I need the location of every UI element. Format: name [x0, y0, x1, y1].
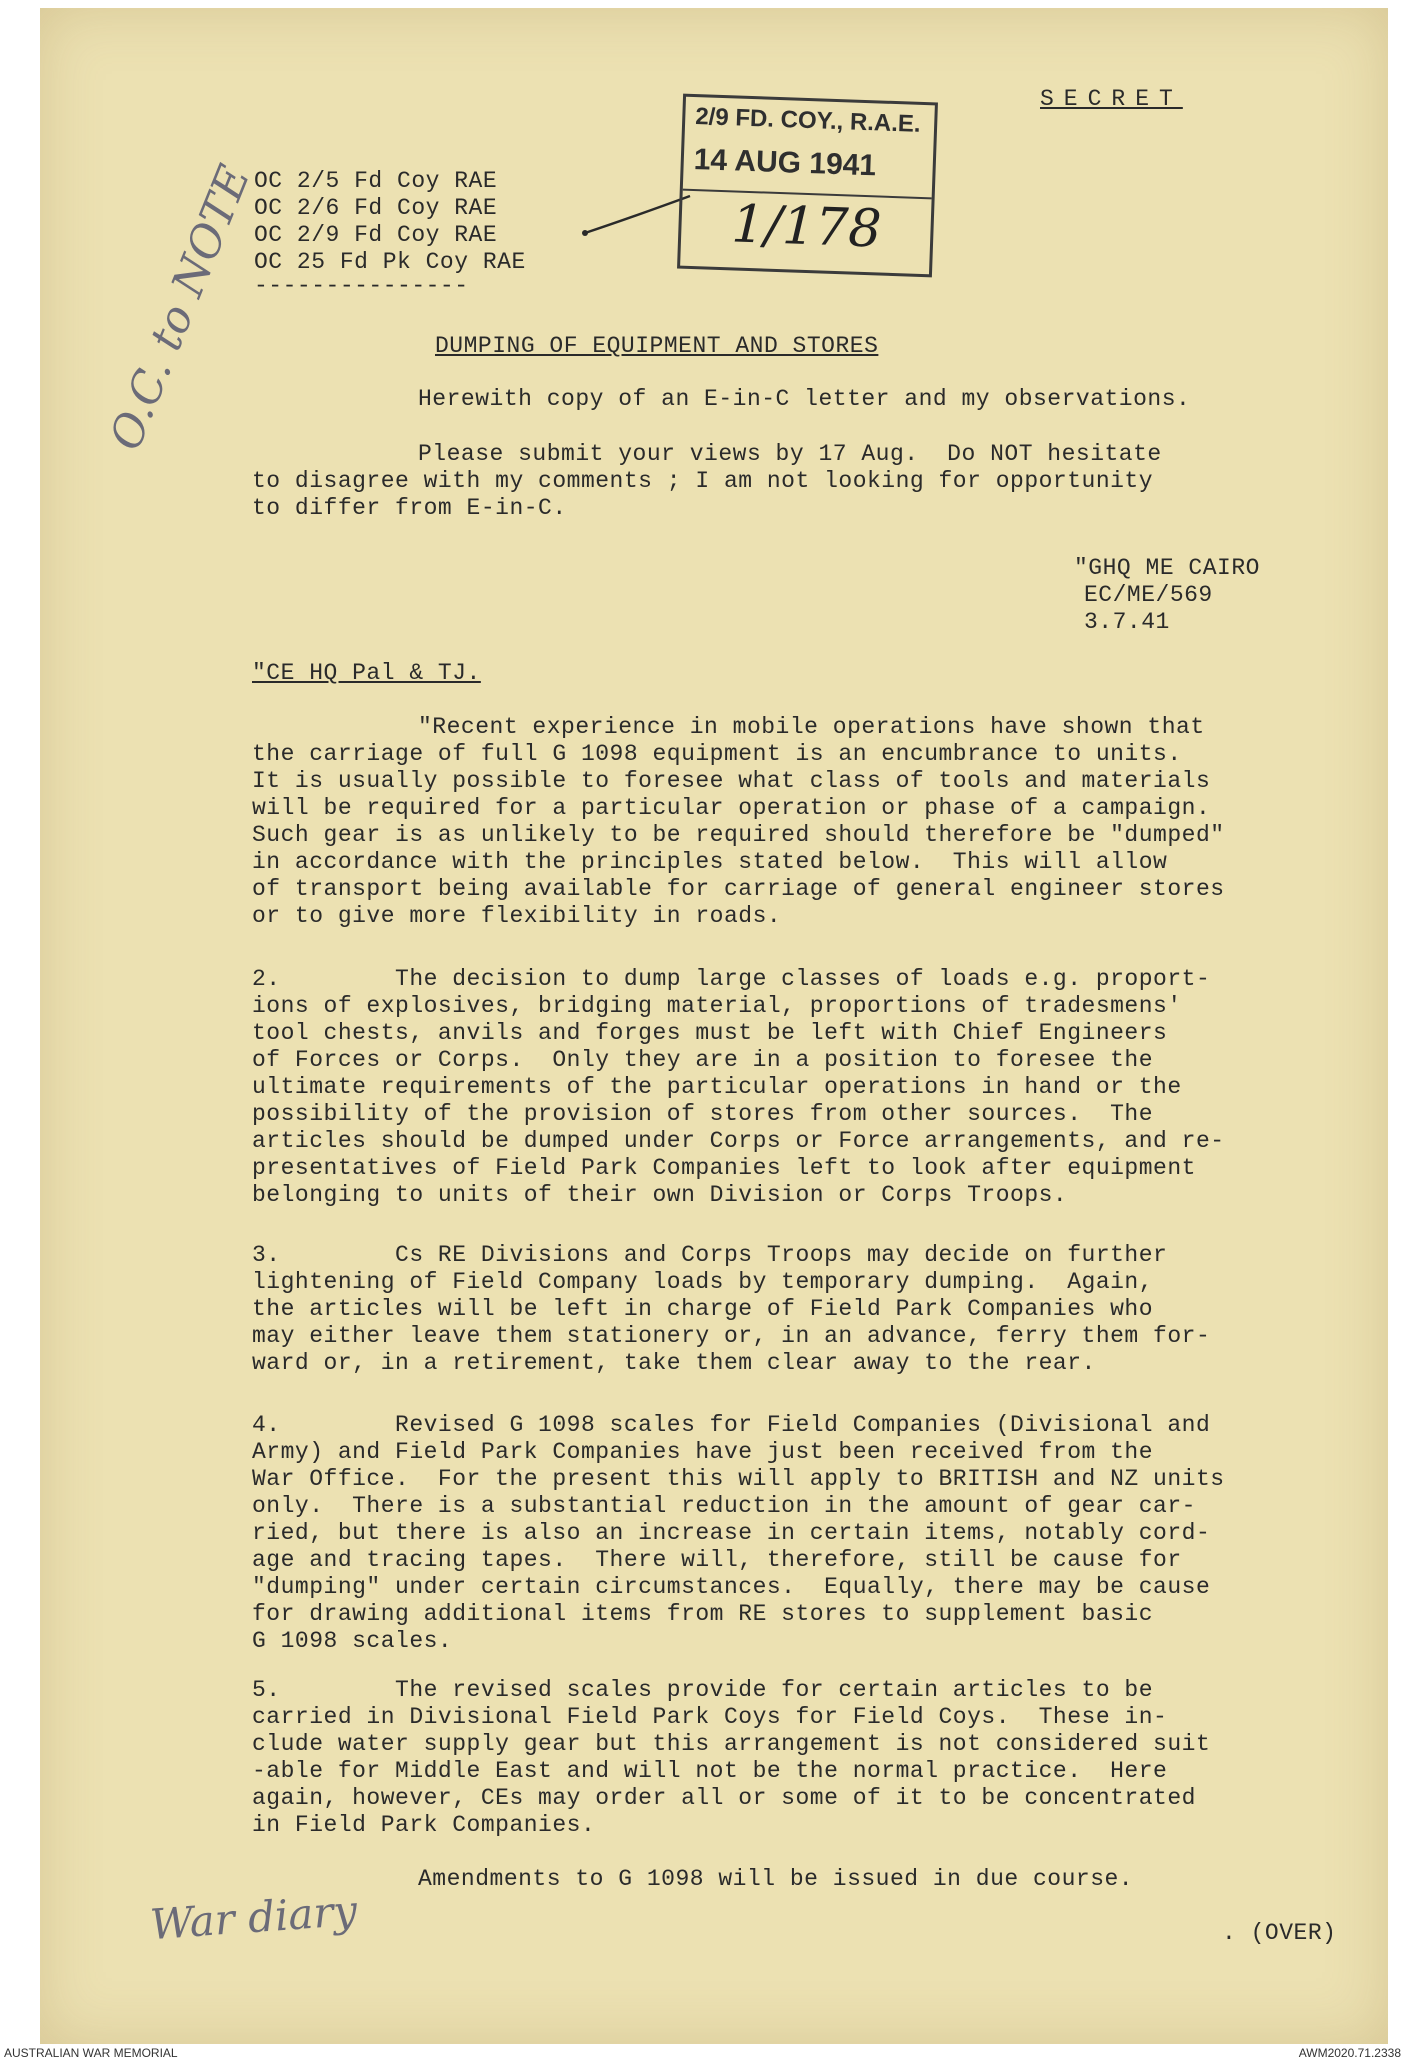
text-line: War Office. For the present this will apply to BRITISH and NZ units — [252, 1466, 1225, 1492]
text-line: to differ from E-in-C. — [252, 495, 567, 521]
reference-line: EC/ME/569 — [1084, 582, 1213, 608]
footer-archive-name: AUSTRALIAN WAR MEMORIAL — [4, 2046, 178, 2060]
stamp-date: 14 AUG 1941 — [693, 143, 877, 183]
handwritten-bottom-note: War diary — [148, 1885, 359, 1950]
classification-label: SECRET — [1040, 86, 1183, 112]
text-line: again, however, CEs may order all or some of it to be concentrated — [252, 1785, 1196, 1811]
addressee: OC 2/6 Fd Coy RAE — [254, 195, 498, 221]
text-line: may either leave them stationery or, in an advance, ferry them for- — [252, 1323, 1211, 1349]
text-line: ward or, in a retirement, take them clear away to the rear. — [252, 1350, 1096, 1376]
over-marker: . (OVER) — [1222, 1920, 1337, 1946]
text-line: the articles will be left in charge of Field Park Companies who — [252, 1296, 1154, 1322]
footer-archive-ref: AWM2020.71.2338 — [1298, 2046, 1401, 2060]
text-line: ried, but there is also an increase in certain items, notably cord- — [252, 1520, 1211, 1546]
separator-line: --------------- — [254, 273, 469, 299]
text-line: 3. Cs RE Divisions and Corps Troops may decide on further — [252, 1242, 1168, 1268]
text-line: ions of explosives, bridging material, proportions of tradesmens' — [252, 993, 1182, 1019]
handwritten-margin-note: O.C. to NOTE — [100, 158, 261, 458]
text-line: 4. Revised G 1098 scales for Field Companies (Divisional and — [252, 1412, 1211, 1438]
intro-line: Herewith copy of an E-in-C letter and my observations. — [418, 386, 1191, 412]
text-line: to disagree with my comments ; I am not looking for opportunity — [252, 468, 1154, 494]
document-sheet — [40, 8, 1388, 2044]
closing-line: Amendments to G 1098 will be issued in due course. — [418, 1866, 1134, 1892]
text-line: belonging to units of their own Division or Corps Troops. — [252, 1182, 1068, 1208]
text-line: "Recent experience in mobile operations have shown that — [418, 714, 1205, 740]
text-line: It is usually possible to foresee what class of tools and materials — [252, 768, 1211, 794]
text-line: in Field Park Companies. — [252, 1812, 596, 1838]
text-line: lightening of Field Company loads by temporary dumping. Again, — [252, 1269, 1154, 1295]
text-line: the carriage of full G 1098 equipment is an encumbrance to units. — [252, 741, 1182, 767]
text-line: 2. The decision to dump large classes of loads e.g. proport- — [252, 966, 1211, 992]
stamp-unit: 2/9 FD. COY., R.A.E. — [694, 103, 922, 138]
text-line: presentatives of Field Park Companies left to look after equipment — [252, 1155, 1196, 1181]
text-line: clude water supply gear but this arrangement is not considered suit — [252, 1731, 1211, 1757]
text-line: Please submit your views by 17 Aug. Do NOT hesitate — [418, 441, 1162, 467]
text-line: "dumping" under certain circumstances. Equally, there may be cause — [252, 1574, 1211, 1600]
text-line: carried in Divisional Field Park Coys for Field Coys. These in- — [252, 1704, 1168, 1730]
text-line: tool chests, anvils and forges must be left with Chief Engineers — [252, 1020, 1168, 1046]
addressee: OC 2/5 Fd Coy RAE — [254, 168, 498, 194]
reference-line: 3.7.41 — [1084, 609, 1170, 635]
text-line: age and tracing tapes. There will, therefore, still be cause for — [252, 1547, 1182, 1573]
text-line: of transport being available for carriage of general engineer stores — [252, 876, 1225, 902]
text-line: will be required for a particular operation or phase of a campaign. — [252, 795, 1211, 821]
stamp-reference: 1/178 — [730, 194, 883, 260]
text-line: only. There is a substantial reduction in the amount of gear car- — [252, 1493, 1196, 1519]
text-line: ultimate requirements of the particular operations in hand or the — [252, 1074, 1182, 1100]
text-line: possibility of the provision of stores from other sources. The — [252, 1101, 1154, 1127]
text-line: of Forces or Corps. Only they are in a position to foresee the — [252, 1047, 1154, 1073]
reference-line: "GHQ ME CAIRO — [1074, 555, 1260, 581]
text-line: Army) and Field Park Companies have just been received from the — [252, 1439, 1154, 1465]
text-line: articles should be dumped under Corps or Force arrangements, and re- — [252, 1128, 1225, 1154]
received-stamp — [677, 94, 938, 278]
text-line: in accordance with the principles stated below. This will allow — [252, 849, 1168, 875]
text-line: for drawing additional items from RE stores to supplement basic — [252, 1601, 1154, 1627]
document-title: DUMPING OF EQUIPMENT AND STORES — [435, 333, 879, 359]
addressee: OC 25 Fd Pk Coy RAE — [254, 249, 526, 275]
text-line: G 1098 scales. — [252, 1628, 453, 1654]
text-line: Such gear is as unlikely to be required should therefore be "dumped" — [252, 822, 1225, 848]
text-line: -able for Middle East and will not be the normal practice. Here — [252, 1758, 1168, 1784]
text-line: or to give more flexibility in roads. — [252, 903, 782, 929]
text-line: 5. The revised scales provide for certain articles to be — [252, 1677, 1154, 1703]
addressee: OC 2/9 Fd Coy RAE — [254, 222, 498, 248]
salutation: "CE HQ Pal & TJ. — [252, 660, 481, 686]
